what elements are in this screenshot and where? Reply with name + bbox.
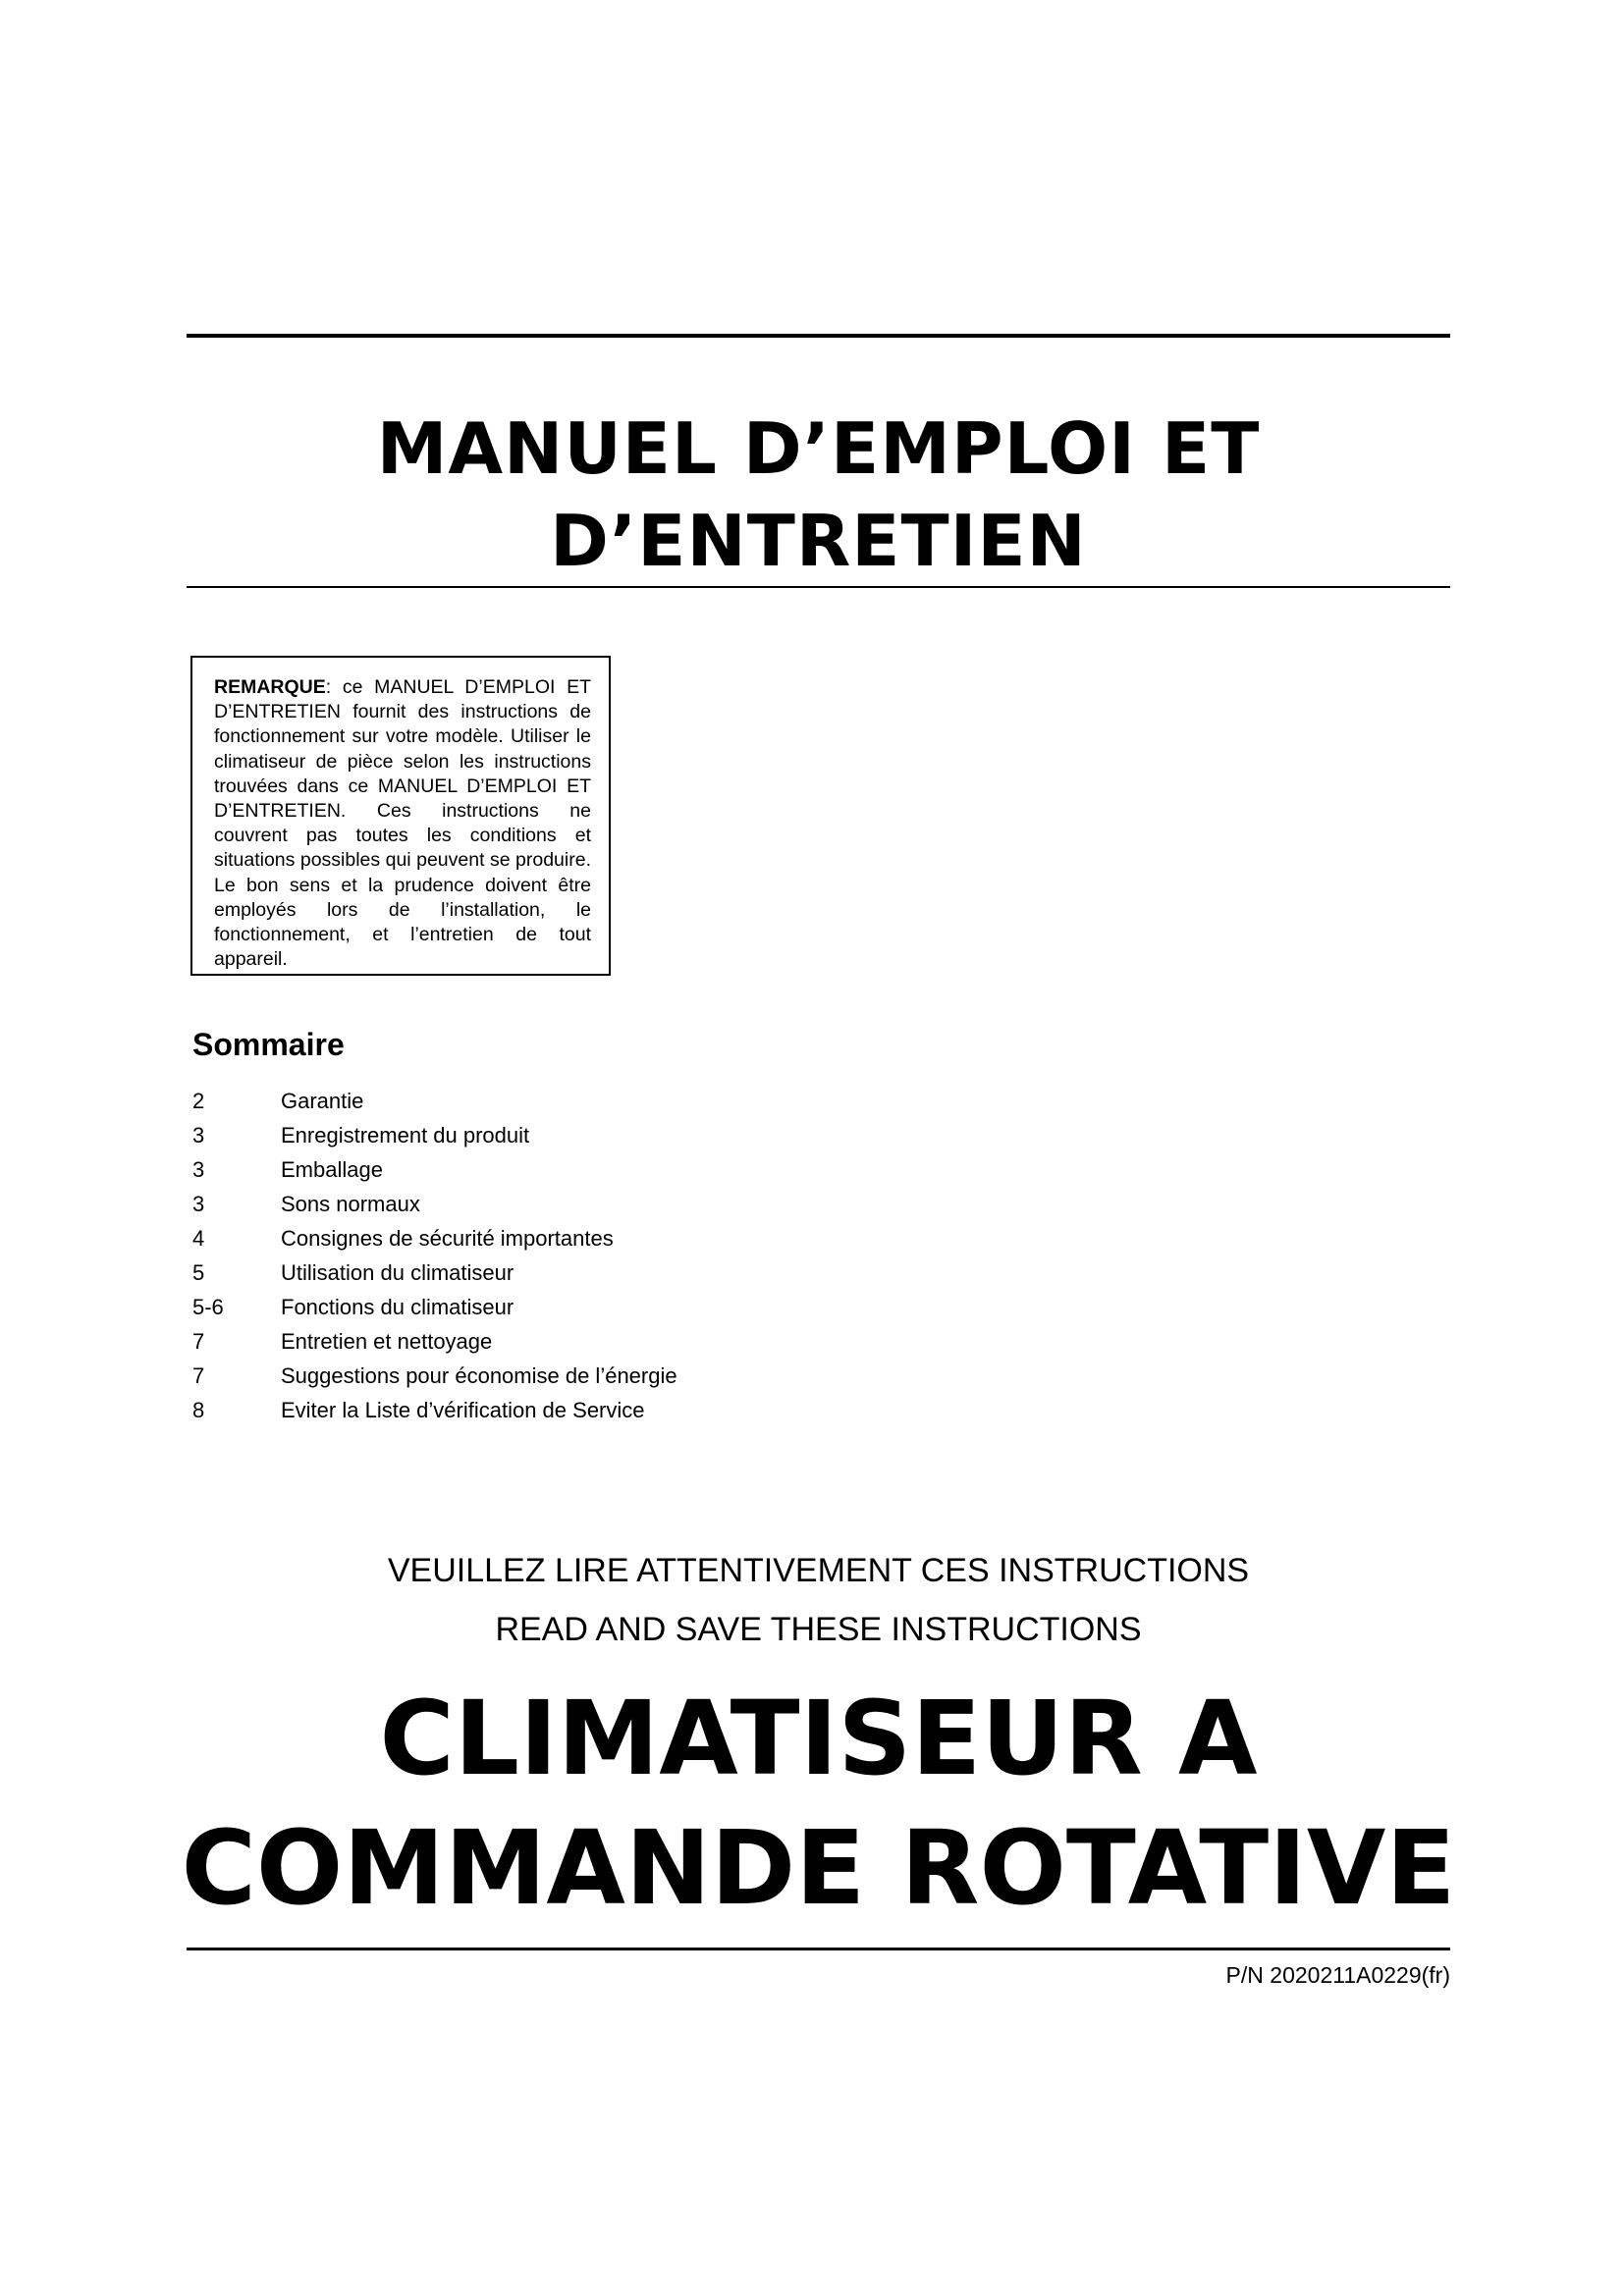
contents-list bbox=[192, 1084, 677, 1427]
contents-page-number: 5-6 bbox=[192, 1295, 224, 1319]
contents-entry-title: Sons normaux bbox=[281, 1192, 420, 1216]
note-text: : ce MANUEL D’EMPLOI ET D’ENTRETIEN fournit des instructions de fonctionnement sur votre modèle. Utiliser le climatiseur de pièce selon les instructions trouvées dans ce MANUEL D’EMPLOI ET D’ENTRETIEN. Ces instructions ne couvrent pas toutes les conditions et situations possibles qui peuvent se produire. Le bon sens et la prudence doivent être employés lors de l’installation, le fonctionnement, et l’entretien de tout appareil. bbox=[214, 676, 591, 971]
contents-entry-title: Emballage bbox=[281, 1157, 383, 1182]
contents-heading: Sommaire bbox=[192, 1027, 345, 1062]
read-instructions-english: READ AND SAVE THESE INSTRUCTIONS bbox=[495, 1611, 1142, 1648]
manual-title bbox=[187, 402, 1450, 587]
manual-title-line-1: MANUEL D’EMPLOI ET bbox=[376, 407, 1261, 490]
title-divider bbox=[187, 586, 1450, 588]
contents-item bbox=[192, 1187, 677, 1221]
contents-entry-title: Entretien et nettoyage bbox=[281, 1329, 493, 1354]
contents-entry-title: Utilisation du climatiseur bbox=[281, 1260, 514, 1285]
product-title-line-2: COMMANDE ROTATIVE bbox=[181, 1808, 1456, 1928]
contents-entry-title: Suggestions pour économise de l’énergie bbox=[281, 1363, 677, 1388]
contents-page-number: 2 bbox=[192, 1089, 205, 1113]
contents-entry-title: Garantie bbox=[281, 1089, 364, 1113]
contents-item bbox=[192, 1359, 677, 1393]
note-label: REMARQUE bbox=[214, 676, 326, 698]
contents-page-number: 3 bbox=[192, 1123, 205, 1148]
read-instructions-french: VEUILLEZ LIRE ATTENTIVEMENT CES INSTRUCTIONS bbox=[387, 1552, 1250, 1589]
top-divider bbox=[187, 334, 1450, 338]
contents-item bbox=[192, 1324, 677, 1359]
contents-page-number: 8 bbox=[192, 1398, 205, 1422]
contents-item bbox=[192, 1152, 677, 1187]
note-box bbox=[190, 656, 611, 976]
contents-item bbox=[192, 1118, 677, 1152]
contents-page-number: 7 bbox=[192, 1329, 205, 1354]
contents-page-number: 5 bbox=[192, 1260, 205, 1285]
contents-item bbox=[192, 1221, 677, 1255]
contents-entry-title: Fonctions du climatiseur bbox=[281, 1295, 514, 1319]
product-title-line-1: CLIMATISEUR A bbox=[379, 1679, 1258, 1798]
contents-item bbox=[192, 1084, 677, 1118]
contents-entry-title: Consignes de sécurité importantes bbox=[281, 1226, 614, 1251]
contents-page-number: 3 bbox=[192, 1192, 205, 1216]
contents-item bbox=[192, 1290, 677, 1324]
bottom-divider bbox=[187, 1948, 1450, 1950]
contents-entry-title: Enregistrement du produit bbox=[281, 1123, 530, 1148]
part-number: P/N 2020211A0229(fr) bbox=[1225, 1962, 1450, 1988]
contents-page-number: 7 bbox=[192, 1363, 205, 1388]
contents-item bbox=[192, 1255, 677, 1290]
manual-title-line-2: D’ENTRETIEN bbox=[550, 500, 1087, 582]
contents-entry-title: Eviter la Liste d’vérification de Service bbox=[281, 1398, 645, 1422]
contents-page-number: 3 bbox=[192, 1157, 205, 1182]
contents-item bbox=[192, 1393, 677, 1427]
contents-page-number: 4 bbox=[192, 1226, 205, 1251]
product-title bbox=[157, 1674, 1480, 1933]
